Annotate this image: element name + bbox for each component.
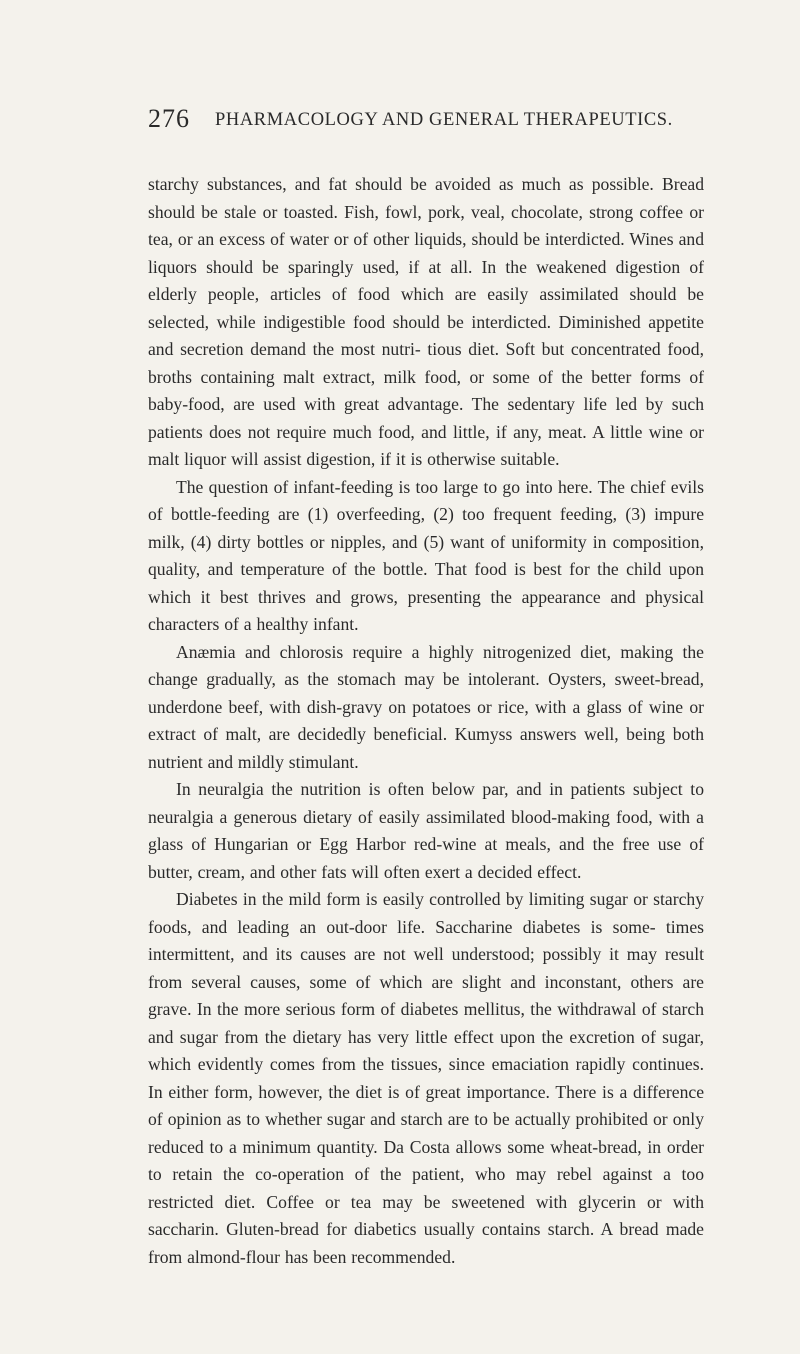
page-number: 276 <box>148 104 190 133</box>
paragraph-diet-digestion: starchy substances, and fat should be avoided as much as possible. Bread should be stale or toasted. Fish, fowl, pork, veal, chocolate, strong coffee or tea, or an excess of water or of other liquids, should be interdicted. Wines and liquors should be sparingly used, if at all. In the weakened digestion of elderly people, articles of food which are easily assimilated should be selected, while indigestible food should be interdicted. Diminished appetite and secretion demand the most nutri- tious diet. Soft but concentrated food, broths containing malt extract, milk food, or some of the better forms of baby-food, are used with great advantage. The sedentary life led by such patients does not require much food, and little, if any, meat. A little wine or malt liquor will assist digestion, if it is otherwise suitable. <box>148 174 704 469</box>
paragraph-infant-feeding: The question of infant-feeding is too large to go into here. The chief evils of bottle-feeding are (1) overfeeding, (2) too frequent feeding, (3) impure milk, (4) dirty bottles or nipples, and (5) want of uniformity in composition, quality, and temperature of the bottle. That food is best for the child upon which it best thrives and grows, presenting the appearance and physical characters of a healthy infant. <box>148 476 704 634</box>
body-text <box>148 171 704 1271</box>
paragraph-diabetes: Diabetes in the mild form is easily controlled by limiting sugar or starchy foods, and leading an out-door life. Saccharine diabetes is some- times intermittent, and its causes are not well understood; possibly it may result from several causes, some of which are slight and inconstant, others are grave. In the more serious form of diabetes mellitus, the withdrawal of starch and sugar from the dietary has very little effect upon the excretion of sugar, which evidently comes from the tissues, since emaciation rapidly continues. In either form, however, the diet is of great importance. There is a difference of opinion as to whether sugar and starch are to be actually prohibited or only reduced to a minimum quantity. Da Costa allows some wheat-bread, in order to retain the co-operation of the patient, who may rebel against a too restricted diet. Coffee or tea may be sweetened with glycerin or with saccharin. Gluten-bread for diabetics usually contains starch. A bread made from almond-flour has been recommended. <box>148 889 704 1267</box>
paragraph-anaemia: Anæmia and chlorosis require a highly nitrogenized diet, making the change gradually, as the stomach may be intolerant. Oysters, sweet-bread, underdone beef, with dish-gravy on potatoes or rice, with a glass of wine or extract of malt, are decidedly beneficial. Kumyss answers well, being both nutrient and mildly stimulant. <box>148 641 704 772</box>
running-head <box>148 104 708 134</box>
paragraph-neuralgia: In neuralgia the nutrition is often below par, and in patients subject to neuralgia a generous dietary of easily assimilated blood-making food, with a glass of Hungarian or Egg Harbor red-wine at meals, and the free use of butter, cream, and other fats will often exert a decided effect. <box>148 779 704 882</box>
running-head-title: PHARMACOLOGY AND GENERAL THERAPEUTICS. <box>215 110 673 130</box>
